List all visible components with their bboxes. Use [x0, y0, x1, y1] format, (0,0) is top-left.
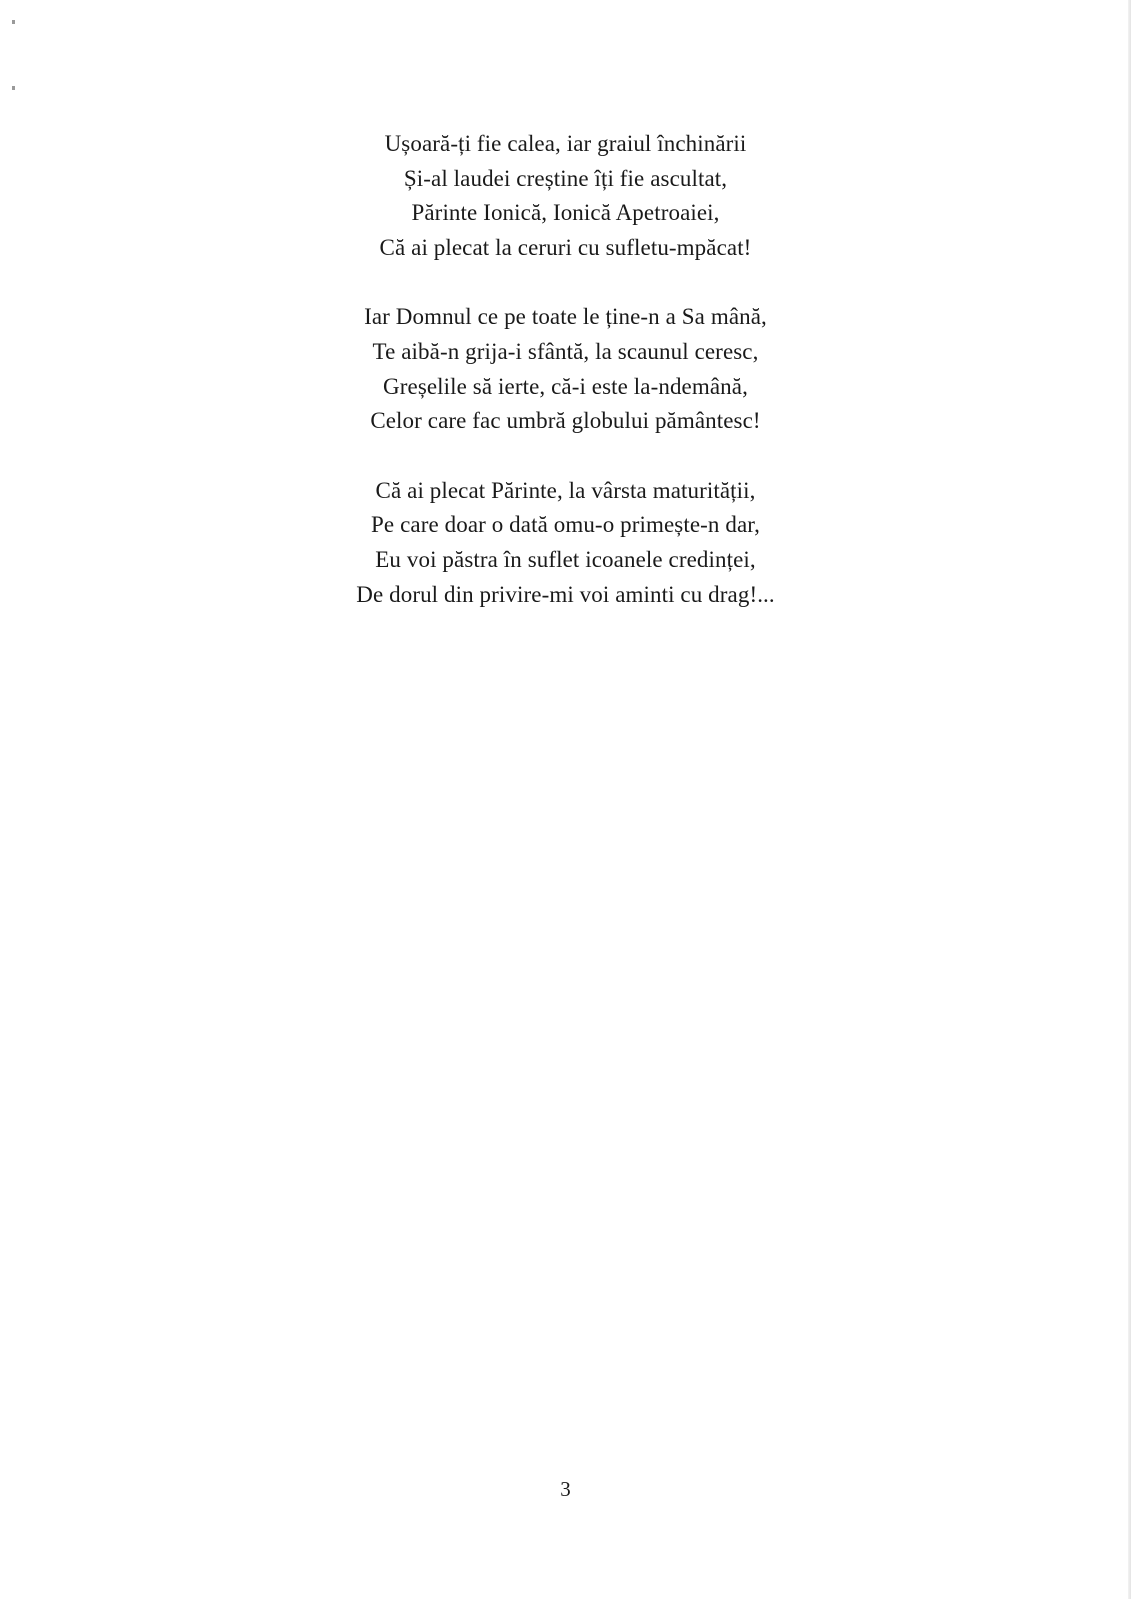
- poem-line: Și-al laudei creștine îți fie ascultat,: [403, 165, 728, 191]
- poem: [0, 127, 1131, 647]
- scan-artifact-mark: [12, 86, 15, 90]
- poem-line: Că ai plecat Părinte, la vârsta maturității,: [375, 477, 756, 503]
- stanza-1: [0, 127, 1131, 265]
- poem-line: Ușoară-ți fie calea, iar graiul închinării: [384, 131, 747, 156]
- page-number: 3: [560, 1477, 571, 1501]
- scan-artifact-mark: [12, 20, 15, 24]
- poem-line: Eu voi păstra în suflet icoanele credinței,: [375, 546, 756, 572]
- poem-line: Iar Domnul ce pe toate le ține-n a Sa mână,: [364, 304, 767, 330]
- poem-line: Greșelile să ierte, că-i este la-ndemână,: [383, 373, 748, 399]
- poem-line: Că ai plecat la ceruri cu sufletu-mpăcat!: [379, 234, 752, 260]
- poem-line: Te aibă-n grija-i sfântă, la scaunul ceresc,: [372, 338, 759, 364]
- poem-line: De dorul din privire-mi voi aminti cu drag!...: [356, 581, 775, 607]
- stanza-3: [0, 474, 1131, 612]
- poem-line: Părinte Ionică, Ionică Apetroaiei,: [411, 200, 720, 226]
- stanza-2: [0, 300, 1131, 438]
- poem-line: Pe care doar o dată omu-o primește-n dar,: [371, 512, 760, 538]
- poem-line: Celor care fac umbră globului pământesc!: [370, 408, 761, 434]
